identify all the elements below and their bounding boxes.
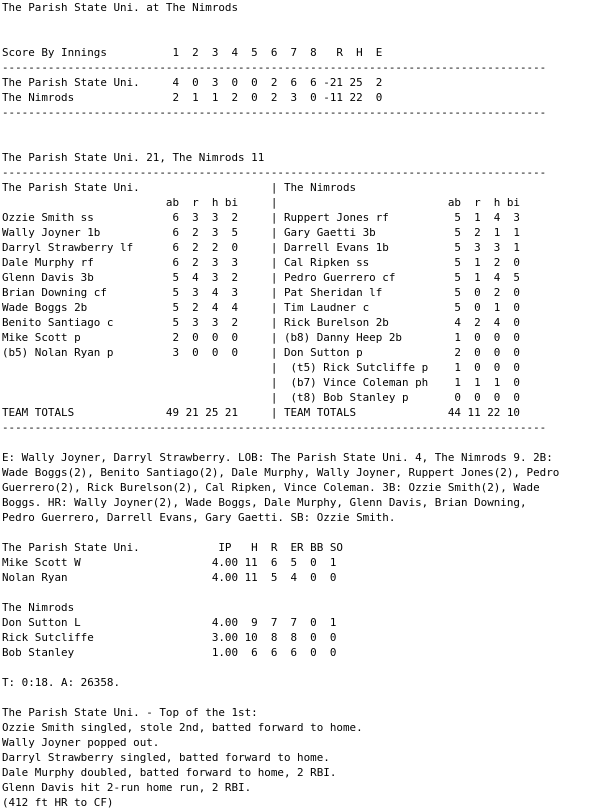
batting-row: Darryl Strawberry lf 6 2 2 0 | Darrell Evans 1b 5 3 3 1	[2, 241, 520, 254]
innings-row-away: The Parish State Uni. 4 0 3 0 0 2 6 6 -21 25 2	[2, 76, 383, 89]
game-title: The Parish State Uni. at The Nimrods	[2, 1, 239, 14]
separator: -----------------------------------------------------------------------------------	[2, 421, 547, 434]
final-score: The Parish State Uni. 21, The Nimrods 11	[2, 151, 265, 164]
play-by-play-line: Glenn Davis hit 2-run home run, 2 RBI.	[2, 781, 252, 794]
blank-line	[2, 435, 613, 450]
separator: -----------------------------------------------------------------------------------	[2, 106, 547, 119]
pitching-row: Don Sutton L 4.00 9 7 7 0 1	[2, 616, 337, 629]
batting-row: Ozzie Smith ss 6 3 3 2 | Ruppert Jones rf 5 1 4 3	[2, 211, 520, 224]
play-by-play-line: (412 ft HR to CF)	[2, 796, 114, 809]
pitching-header-home: The Nimrods	[2, 601, 75, 614]
pitching-row: Bob Stanley 1.00 6 6 6 0 0	[2, 646, 337, 659]
game-notes-line: Wade Boggs(2), Benito Santiago(2), Dale Murphy, Wally Joyner, Ruppert Jones(2), Pedro	[2, 466, 560, 479]
batting-column-headers: ab r h bi | ab r h bi	[2, 196, 520, 209]
batting-row: Dale Murphy rf 6 2 3 3 | Cal Ripken ss 5 1 2 0	[2, 256, 520, 269]
blank-line	[2, 660, 613, 675]
innings-header: Score By Innings 1 2 3 4 5 6 7 8 R H E	[2, 46, 383, 59]
pitching-header-away: The Parish State Uni. IP H R ER BB SO	[2, 541, 343, 554]
blank-line	[2, 30, 613, 45]
batting-row: (b5) Nolan Ryan p 3 0 0 0 | Don Sutton p 2 0 0 0	[2, 346, 520, 359]
play-by-play-line: Ozzie Smith singled, stole 2nd, batted forward to home.	[2, 721, 363, 734]
blank-line	[2, 15, 613, 30]
game-notes-line: Boggs. HR: Wally Joyner(2), Wade Boggs, Dale Murphy, Glenn Davis, Brian Downing,	[2, 496, 527, 509]
batting-team-headers: The Parish State Uni. | The Nimrods	[2, 181, 357, 194]
play-by-play-line: Dale Murphy doubled, batted forward to home, 2 RBI.	[2, 766, 337, 779]
pitching-row: Rick Sutcliffe 3.00 10 8 8 0 0	[2, 631, 337, 644]
blank-line	[2, 135, 613, 150]
team-totals-row: TEAM TOTALS 49 21 25 21 | TEAM TOTALS 44 11 22 10	[2, 406, 520, 419]
game-notes-line: Guerrero(2), Rick Burelson(2), Cal Ripken, Vince Coleman. 3B: Ozzie Smith(2), Wade	[2, 481, 540, 494]
batting-row: Mike Scott p 2 0 0 0 | (b8) Danny Heep 2b 1 0 0 0	[2, 331, 520, 344]
time-attendance: T: 0:18. A: 26358.	[2, 676, 121, 689]
play-by-play-line: Darryl Strawberry singled, batted forward to home.	[2, 751, 330, 764]
batting-row: | (t8) Bob Stanley p 0 0 0 0	[2, 391, 520, 404]
play-by-play-line: Wally Joyner popped out.	[2, 736, 160, 749]
blank-line	[2, 525, 613, 540]
batting-row: | (b7) Vince Coleman ph 1 1 1 0	[2, 376, 520, 389]
game-notes-line: Pedro Guerrero, Darrell Evans, Gary Gaetti. SB: Ozzie Smith.	[2, 511, 396, 524]
batting-row: | (t5) Rick Sutcliffe p 1 0 0 0	[2, 361, 520, 374]
blank-line	[2, 585, 613, 600]
separator: -----------------------------------------------------------------------------------	[2, 61, 547, 74]
batting-row: Glenn Davis 3b 5 4 3 2 | Pedro Guerrero cf 5 1 4 5	[2, 271, 520, 284]
game-notes-line: E: Wally Joyner, Darryl Strawberry. LOB: The Parish State Uni. 4, The Nimrods 9. 2B:	[2, 451, 553, 464]
batting-row: Brian Downing cf 5 3 4 3 | Pat Sheridan lf 5 0 2 0	[2, 286, 520, 299]
blank-line	[2, 690, 613, 705]
pitching-row: Mike Scott W 4.00 11 6 5 0 1	[2, 556, 337, 569]
batting-row: Benito Santiago c 5 3 3 2 | Rick Burelson 2b 4 2 4 0	[2, 316, 520, 329]
separator: -----------------------------------------------------------------------------------	[2, 166, 547, 179]
innings-row-home: The Nimrods 2 1 1 2 0 2 3 0 -11 22 0	[2, 91, 383, 104]
play-by-play-header: The Parish State Uni. - Top of the 1st:	[2, 706, 258, 719]
blank-line	[2, 120, 613, 135]
batting-row: Wade Boggs 2b 5 2 4 4 | Tim Laudner c 5 0 1 0	[2, 301, 520, 314]
batting-row: Wally Joyner 1b 6 2 3 5 | Gary Gaetti 3b 5 2 1 1	[2, 226, 520, 239]
pitching-row: Nolan Ryan 4.00 11 5 4 0 0	[2, 571, 337, 584]
